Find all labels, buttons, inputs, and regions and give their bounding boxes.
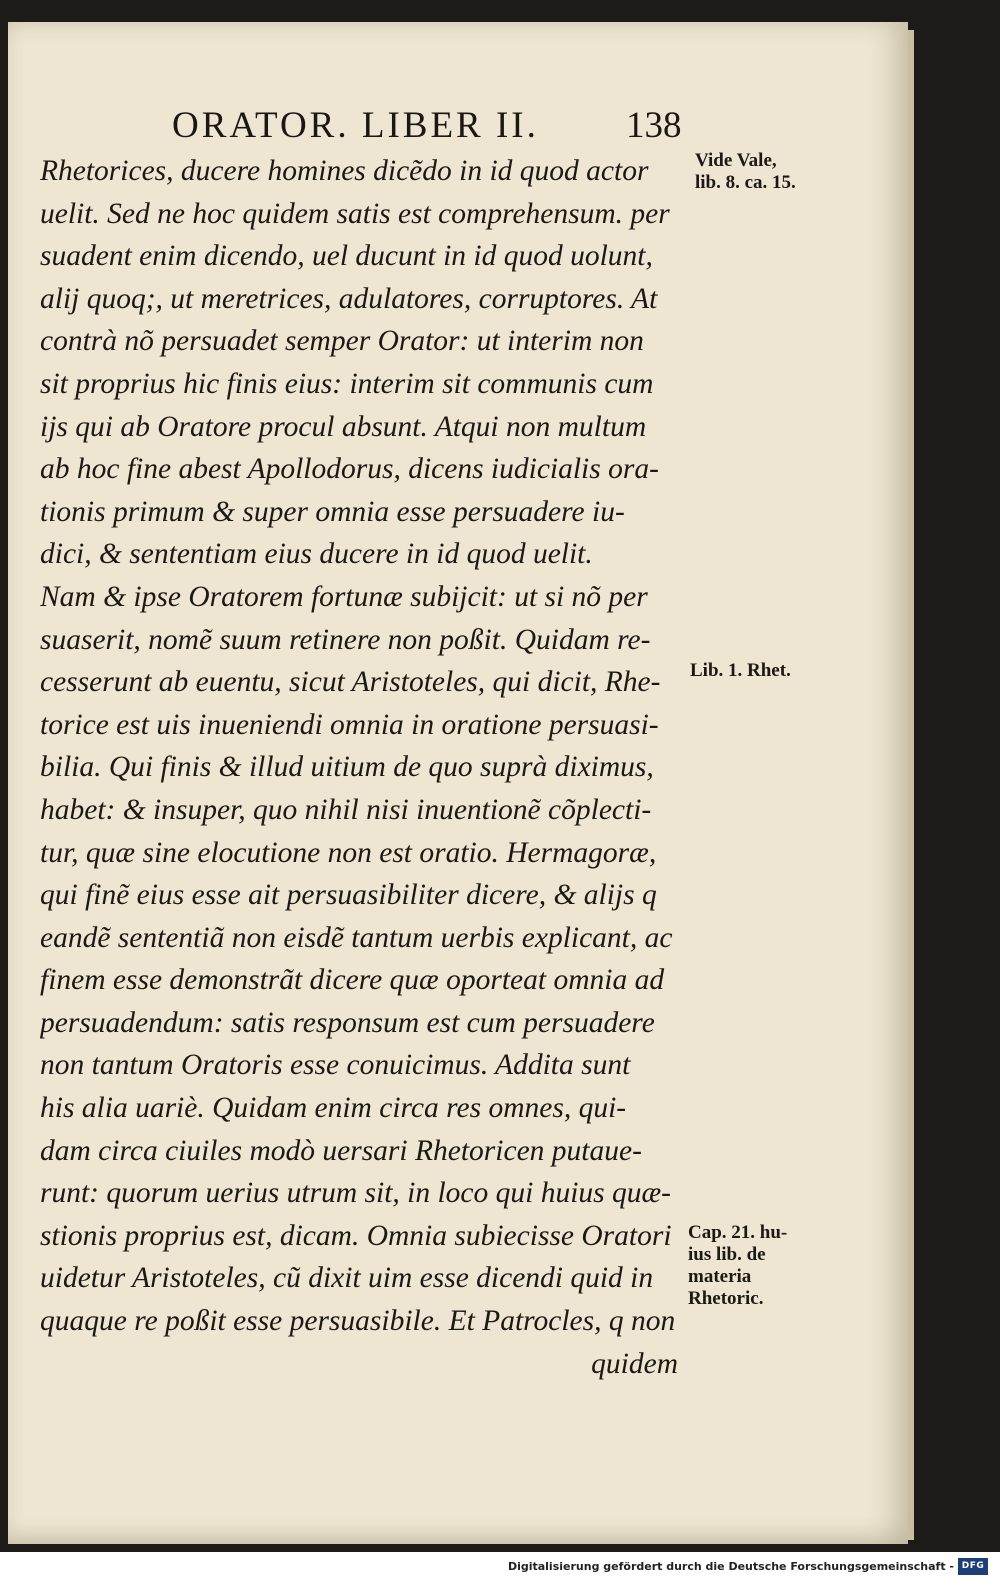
main-text-block: [40, 150, 700, 1385]
text-line: his alia uariè. Quidam enim circa res omnes, qui-: [40, 1092, 627, 1125]
text-line: contrà nõ persuadet semper Orator: ut interim non: [40, 325, 644, 358]
text-line: dici, & sententiam eius ducere in id quod uelit.: [40, 538, 593, 571]
margin-note-line: Cap. 21. hu- ius lib. de materia Rhetoric.: [688, 1222, 788, 1309]
text-line: alij quoq;, ut meretrices, adulatores, corruptores. At: [40, 282, 658, 315]
margin-note-rhet: [690, 660, 791, 682]
text-line: uidetur Aristoteles, cũ dixit uim esse dicendi quid in: [40, 1262, 654, 1295]
text-line: qui finẽ eius esse ait persuasibiliter dicere, & alijs q: [40, 879, 657, 912]
text-line: eandẽ sententiã non eisdẽ tantum uerbis explicant, ac: [40, 921, 673, 954]
text-line: cesserunt ab euentu, sicut Aristoteles, qui dicit, Rhe-: [40, 666, 661, 699]
text-line: dam circa ciuiles modò uersari Rhetoricen putaue-: [40, 1134, 642, 1167]
page-edge: [908, 30, 914, 1540]
margin-note-line: Lib. 1. Rhet.: [690, 660, 791, 681]
text-line: uelit. Sed ne hoc quidem satis est comprehensum. per: [40, 197, 670, 230]
text-line: ijs qui ab Oratore procul absunt. Atqui non multum: [40, 410, 647, 443]
text-line: Rhetorices, ducere homines dicẽdo in id quod actor: [40, 155, 649, 187]
funding-credit: Digitalisierung gefördert durch die Deutsche Forschungsgemeinschaft -: [507, 1560, 954, 1573]
text-line: suadent enim dicendo, uel ducunt in id quod uolunt,: [40, 240, 653, 273]
running-title: ORATOR. LIBER II.: [172, 105, 539, 146]
text-line: quaque re poßit esse persuasibile. Et Patrocles, q non: [40, 1305, 676, 1338]
text-line: tionis primum & super omnia esse persuadere iu-: [40, 495, 625, 528]
text-line: ab hoc fine abest Apollodorus, dicens iudicialis ora-: [40, 453, 659, 486]
margin-note-vide-vale: [695, 150, 796, 194]
text-line: tur, quæ sine elocutione non est oratio. Hermagoræ,: [40, 836, 657, 869]
margin-note-cap21: [688, 1222, 787, 1310]
text-line: bilia. Qui finis & illud uitium de quo suprà diximus,: [40, 751, 654, 784]
text-line: suaserit, nomẽ suum retinere non poßit. Quidam re-: [40, 623, 651, 656]
catchword: quidem: [591, 1347, 678, 1380]
text-line: runt: quorum uerius utrum sit, in loco qui huius quæ-: [40, 1177, 671, 1210]
text-line: stionis proprius est, dicam. Omnia subiecisse Oratori: [40, 1219, 672, 1252]
text-line: torice est uis inueniendi omnia in oratione persuasi-: [40, 708, 659, 741]
margin-note-line: Vide Vale, lib. 8. ca. 15.: [695, 150, 796, 193]
footer-bar: [0, 1552, 1000, 1587]
text-line: persuadendum: satis responsum est cum persuadere: [40, 1006, 655, 1039]
page-number: 138: [626, 105, 682, 146]
text-line: finem esse demonstrãt dicere quæ oporteat omnia ad: [40, 964, 665, 997]
text-line: habet: & insuper, quo nihil nisi inuentionẽ cõplecti-: [40, 793, 652, 826]
text-line: sit proprius hic finis eius: interim sit communis cum: [40, 367, 654, 400]
dfg-logo: DFG: [958, 1558, 988, 1575]
text-line: non tantum Oratoris esse conuicimus. Addita sunt: [40, 1049, 631, 1082]
text-line: Nam & ipse Oratorem fortunæ subijcit: ut si nõ per: [40, 580, 648, 613]
